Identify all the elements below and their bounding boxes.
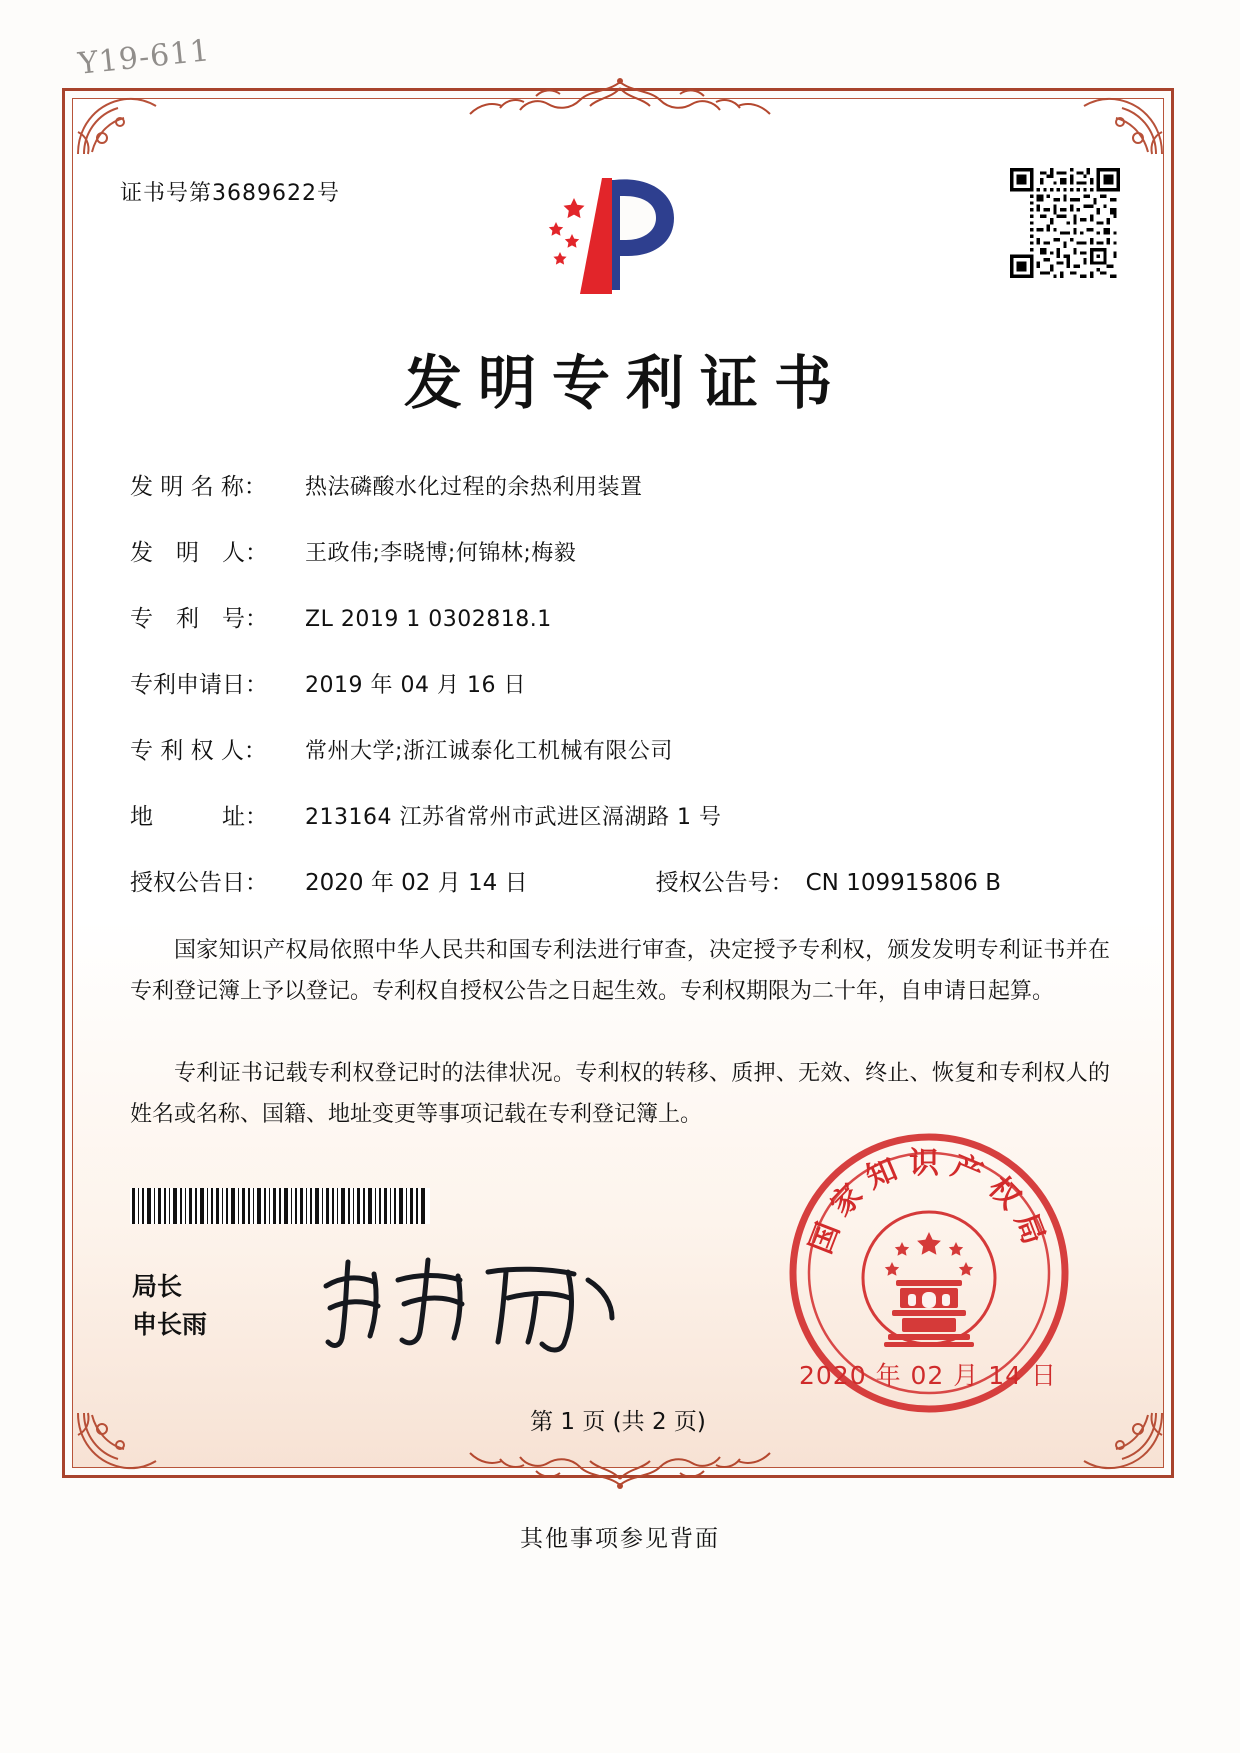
page-title: 发明专利证书 xyxy=(403,349,848,417)
svg-text:国家知识产权局: 国家知识产权局 xyxy=(803,1146,1055,1259)
seal-date: 2020 年 02 月 14 日 xyxy=(799,1361,1057,1390)
field-value: 2019 年 04 月 16 日 xyxy=(305,673,526,698)
field-value: ZL 2019 1 0302818.1 xyxy=(305,607,552,632)
paragraph-text: 国家知识产权局依照中华人民共和国专利法进行审查，决定授予专利权，颁发发明专利证书并在专利登记簿上予以登记。专利权自授权公告之日起生效。专利权期限为二十年，自申请日起算。 xyxy=(130,938,1110,1004)
field-value: 热法磷酸水化过程的余热利用装置 xyxy=(305,475,643,500)
page-indicator: 第 1 页 (共 2 页) xyxy=(530,1409,706,1435)
field-address xyxy=(130,798,1110,831)
legal-paragraph-1 xyxy=(130,930,1110,1012)
field-application-date xyxy=(130,666,1110,699)
field-label: 专利申请日： xyxy=(130,672,268,698)
qr-code xyxy=(1010,168,1120,278)
cnipa-logo-icon xyxy=(528,160,708,310)
field-value: 王政伟;李晓博;何锦林;梅毅 xyxy=(305,541,577,566)
announcement-date-value: 2020 年 02 月 14 日 xyxy=(305,870,528,896)
field-value: 常州大学;浙江诚泰化工机械有限公司 xyxy=(305,739,673,764)
field-label: 专 利 权 人： xyxy=(130,738,267,764)
announcement-date-label: 授权公告日： xyxy=(130,870,268,896)
certificate-content xyxy=(72,98,1164,1468)
field-invention-name xyxy=(130,468,1110,501)
field-label: 发 明 人： xyxy=(130,540,268,566)
field-label: 发 明 名 称： xyxy=(130,474,267,500)
director-name: 申长雨 xyxy=(132,1310,208,1339)
footer-note: 其他事项参见背面 xyxy=(520,1526,720,1552)
field-value: 213164 江苏省常州市武进区滆湖路 1 号 xyxy=(305,805,722,830)
certificate-number: 证书号第3689622号 xyxy=(120,181,340,206)
legal-paragraph-2 xyxy=(130,1053,1110,1135)
paragraph-text: 专利证书记载专利权登记时的法律状况。专利权的转移、质押、无效、终止、恢复和专利权人的姓名或名称、国籍、地址变更等事项记载在专利登记簿上。 xyxy=(130,1061,1110,1127)
field-inventors xyxy=(130,534,1110,567)
director-title-label: 局长 xyxy=(132,1272,183,1301)
field-list xyxy=(130,468,1110,930)
field-label: 地 址： xyxy=(130,804,268,830)
announcement-number-label: 授权公告号： xyxy=(655,870,794,896)
director-block xyxy=(132,1268,207,1344)
director-signature xyxy=(312,1246,632,1356)
handwritten-annotation: Y19-611 xyxy=(76,33,212,82)
barcode xyxy=(130,1188,430,1224)
field-announcement xyxy=(130,864,1110,897)
field-label: 专 利 号： xyxy=(130,606,268,632)
field-patent-number xyxy=(130,600,1110,633)
field-patentee xyxy=(130,732,1110,765)
announcement-number-value: CN 109915806 B xyxy=(805,870,1001,896)
